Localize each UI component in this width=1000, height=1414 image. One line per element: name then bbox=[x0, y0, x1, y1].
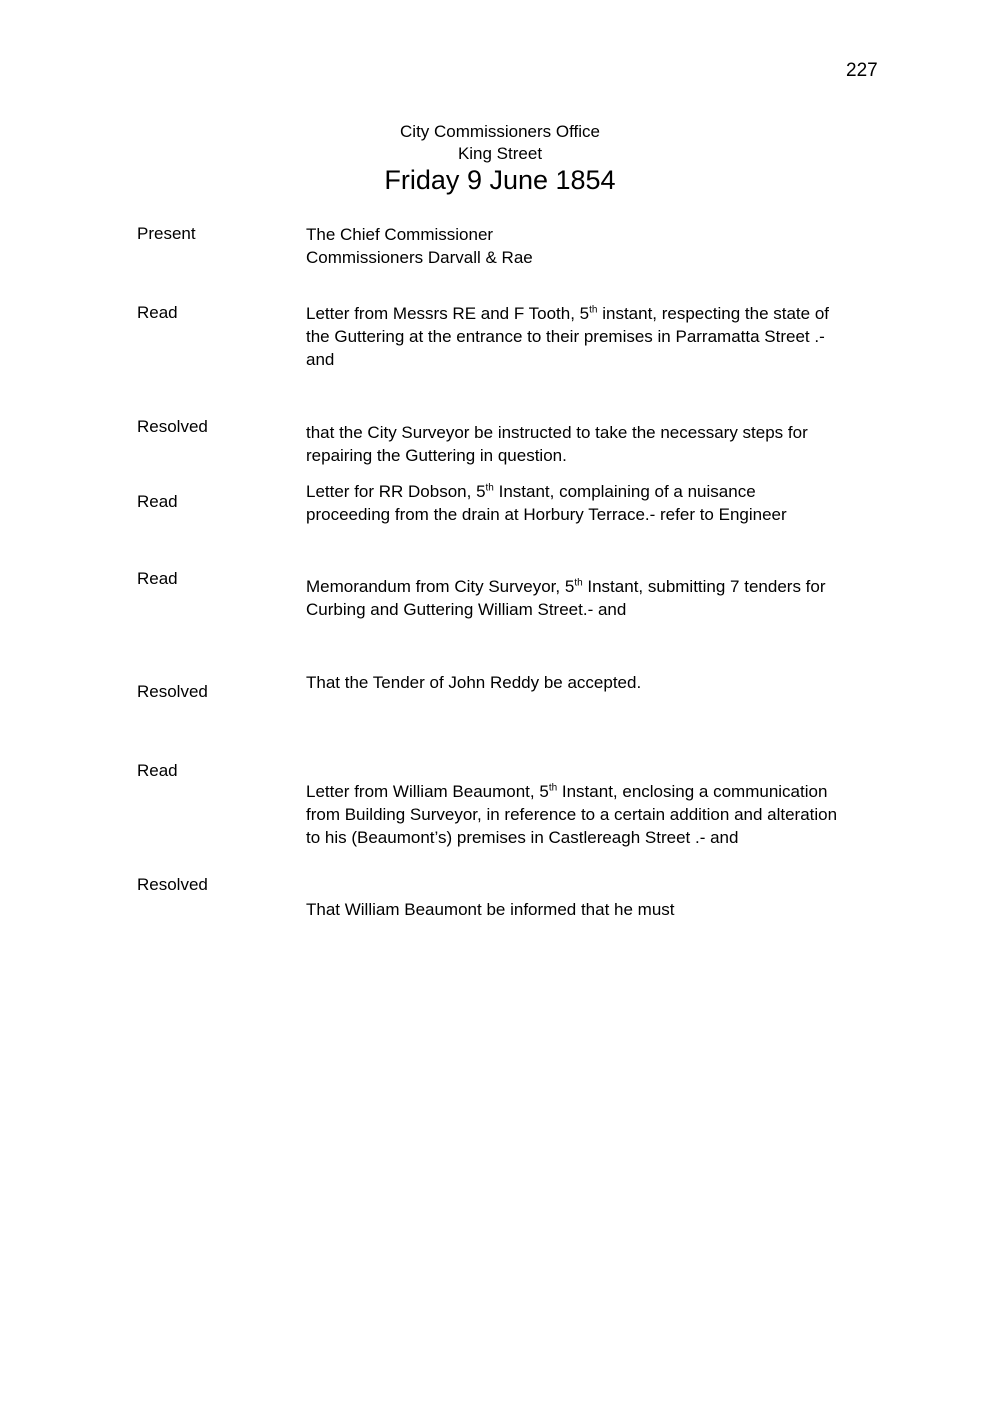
meeting-date-title: Friday 9 June 1854 bbox=[384, 165, 616, 195]
entry-line: Curbing and Guttering William Street.- and bbox=[306, 600, 627, 619]
entry-line: Commissioners Darvall & Rae bbox=[306, 248, 533, 267]
entry-line: repairing the Guttering in question. bbox=[306, 446, 567, 465]
entry-text-resolved bbox=[306, 671, 906, 694]
office-heading: City Commissioners Office bbox=[400, 122, 600, 141]
entry-line: proceeding from the drain at Horbury Terrace.- refer to Engineer bbox=[306, 505, 787, 524]
entry-line: That the Tender of John Reddy be accepted. bbox=[306, 673, 642, 692]
entry-label-resolved: Resolved bbox=[137, 682, 208, 701]
entry-text-read bbox=[306, 302, 906, 371]
entry-line: from Building Surveyor, in reference to a certain addition and alteration bbox=[306, 805, 838, 824]
entry-text-read bbox=[306, 480, 906, 526]
entry-line: That William Beaumont be informed that he must bbox=[306, 900, 675, 919]
entry-text-resolved bbox=[306, 421, 906, 467]
entry-label-read: Read bbox=[137, 303, 178, 322]
entry-label-read: Read bbox=[137, 492, 178, 511]
entry-text-present bbox=[306, 223, 906, 269]
entry-line: that the City Surveyor be instructed to take the necessary steps for bbox=[306, 423, 808, 442]
entry-line: Letter from William Beaumont, 5th Instant, enclosing a communication bbox=[306, 782, 828, 801]
entry-label-present: Present bbox=[137, 224, 196, 243]
entry-text-resolved bbox=[306, 898, 906, 921]
entry-label-read: Read bbox=[137, 569, 178, 588]
entry-line: to his (Beaumont’s) premises in Castlereagh Street .- and bbox=[306, 828, 739, 847]
street-heading: King Street bbox=[457, 144, 543, 163]
entry-line: and bbox=[306, 350, 335, 369]
entry-label-read: Read bbox=[137, 761, 178, 780]
entry-text-read bbox=[306, 575, 906, 621]
entry-line: the Guttering at the entrance to their premises in Parramatta Street .- bbox=[306, 327, 825, 346]
entry-label-resolved: Resolved bbox=[137, 417, 208, 436]
entry-line: Memorandum from City Surveyor, 5th Instant, submitting 7 tenders for bbox=[306, 577, 826, 596]
entry-line: Letter for RR Dobson, 5th Instant, complaining of a nuisance bbox=[306, 482, 756, 501]
page-number: 227 bbox=[846, 60, 878, 81]
entry-text-read bbox=[306, 780, 906, 849]
entry-label-resolved: Resolved bbox=[137, 875, 208, 894]
entry-line: Letter from Messrs RE and F Tooth, 5th instant, respecting the state of bbox=[306, 304, 830, 323]
entry-line: The Chief Commissioner bbox=[306, 225, 494, 244]
